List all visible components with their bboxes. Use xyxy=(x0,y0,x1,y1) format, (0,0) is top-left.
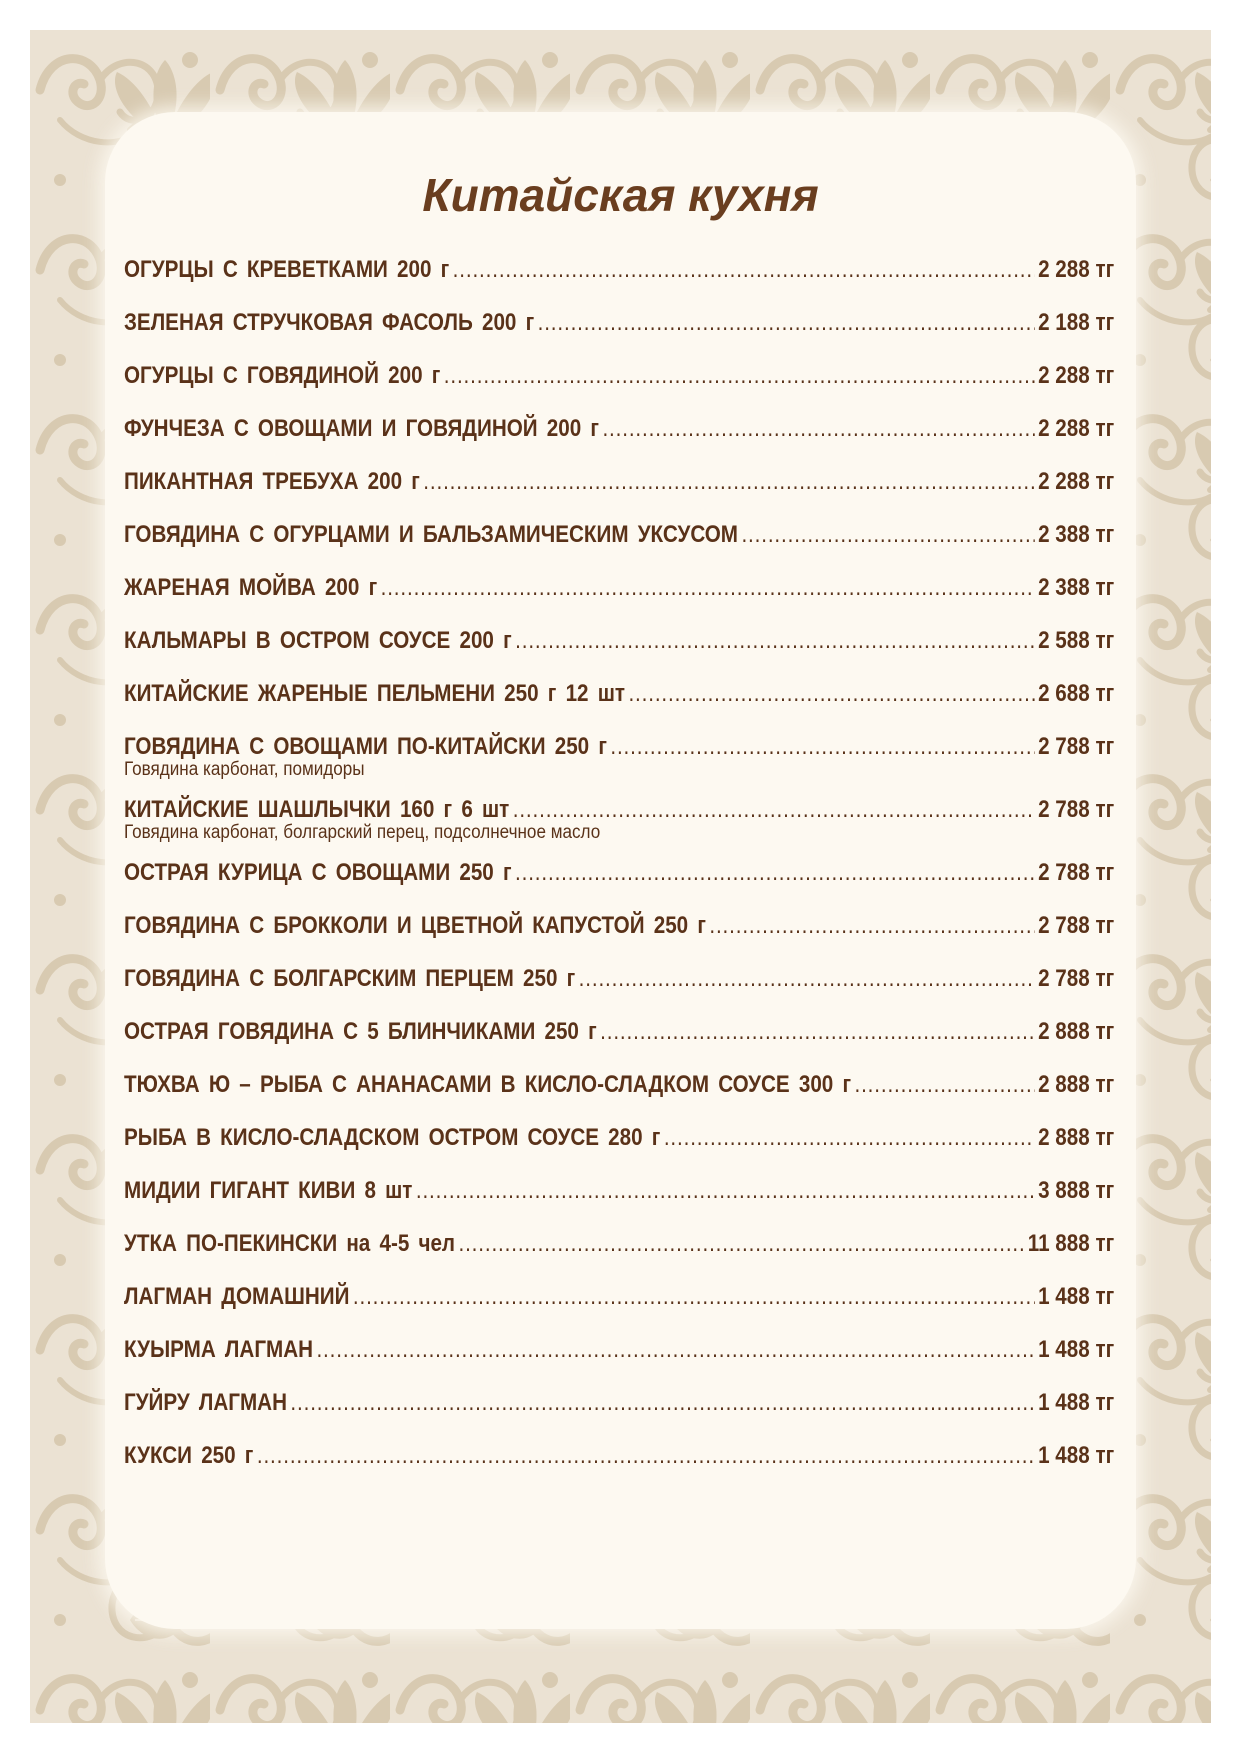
dish-name: КАЛЬМАРЫ В ОСТРОМ СОУСЕ 200 г xyxy=(124,627,512,654)
menu-item xyxy=(124,1016,1114,1047)
dish-price: 2 388 тг xyxy=(1038,574,1115,601)
dish-price: 3 888 тг xyxy=(1038,1177,1115,1204)
menu-item-row xyxy=(124,731,1114,762)
menu-item-row xyxy=(124,1122,1114,1153)
menu-item xyxy=(124,466,1114,497)
menu-item xyxy=(124,1440,1114,1471)
dot-leader xyxy=(290,1387,1034,1418)
menu-item xyxy=(124,1069,1114,1100)
menu-item-row xyxy=(124,1440,1114,1471)
menu-item xyxy=(124,794,1114,843)
dot-leader xyxy=(353,1281,1035,1312)
dish-description: Говядина карбонат, болгарский перец, подсолнечное масло xyxy=(124,822,601,843)
menu-item xyxy=(124,519,1114,550)
dish-name: ФУНЧЕЗА С ОВОЩАМИ И ГОВЯДИНОЙ 200 г xyxy=(124,415,600,442)
menu-list xyxy=(124,254,1114,1493)
dot-leader xyxy=(444,360,1035,391)
menu-item-row xyxy=(124,794,1114,825)
dish-price: 2 788 тг xyxy=(1038,965,1115,992)
dot-leader xyxy=(515,625,1035,656)
menu-item xyxy=(124,963,1114,994)
menu-item-row xyxy=(124,519,1114,550)
dot-leader xyxy=(453,254,1035,285)
menu-item-row xyxy=(124,1387,1114,1418)
dish-price: 2 288 тг xyxy=(1038,362,1115,389)
dish-name: ЗЕЛЕНАЯ СТРУЧКОВАЯ ФАСОЛЬ 200 г xyxy=(124,309,535,336)
dot-leader xyxy=(416,1175,1035,1206)
dish-name: ПИКАНТНАЯ ТРЕБУХА 200 г xyxy=(124,468,420,495)
dish-price: 2 788 тг xyxy=(1038,733,1115,760)
dish-price: 2 688 тг xyxy=(1038,680,1115,707)
menu-item xyxy=(124,1175,1114,1206)
dot-leader xyxy=(709,910,1034,941)
dish-price: 2 788 тг xyxy=(1038,859,1115,886)
menu-item-row xyxy=(124,1228,1114,1259)
dish-price: 2 188 тг xyxy=(1038,309,1115,336)
dish-price: 11 888 тг xyxy=(1027,1230,1115,1257)
dot-leader xyxy=(610,731,1034,762)
dot-leader xyxy=(664,1122,1035,1153)
dish-price: 2 888 тг xyxy=(1038,1124,1115,1151)
dot-leader xyxy=(257,1440,1035,1471)
menu-item xyxy=(124,910,1114,941)
menu-item xyxy=(124,254,1114,285)
dot-leader xyxy=(538,307,1035,338)
dish-name: МИДИИ ГИГАНТ КИВИ 8 шт xyxy=(124,1177,413,1204)
dish-name: ОСТРАЯ ГОВЯДИНА С 5 БЛИНЧИКАМИ 250 г xyxy=(124,1018,597,1045)
dot-leader xyxy=(513,794,1035,825)
dot-leader xyxy=(458,1228,1024,1259)
dot-leader xyxy=(628,678,1034,709)
menu-item xyxy=(124,625,1114,656)
dish-name: ОГУРЦЫ С ГОВЯДИНОЙ 200 г xyxy=(124,362,441,389)
dot-leader xyxy=(854,1069,1034,1100)
dish-name: ТЮХВА Ю – РЫБА С АНАНАСАМИ В КИСЛО-СЛАДКОМ СОУСЕ 300 г xyxy=(124,1071,852,1098)
dish-name: ГОВЯДИНА С ОГУРЦАМИ И БАЛЬЗАМИЧЕСКИМ УКСУСОМ xyxy=(124,521,738,548)
dish-price: 2 288 тг xyxy=(1038,256,1115,283)
dish-price: 2 588 тг xyxy=(1038,627,1115,654)
dish-name: ЖАРЕНАЯ МОЙВА 200 г xyxy=(124,574,378,601)
dish-price: 2 888 тг xyxy=(1038,1071,1115,1098)
menu-item-row xyxy=(124,1334,1114,1365)
menu-item xyxy=(124,360,1114,391)
dish-price: 1 488 тг xyxy=(1038,1442,1115,1469)
dish-name: КУКСИ 250 г xyxy=(124,1442,254,1469)
dot-leader xyxy=(515,857,1035,888)
dish-price: 2 388 тг xyxy=(1038,521,1115,548)
menu-item-row xyxy=(124,1281,1114,1312)
dish-price: 2 288 тг xyxy=(1038,468,1115,495)
menu-item xyxy=(124,1228,1114,1259)
menu-item xyxy=(124,678,1114,709)
menu-item-row xyxy=(124,910,1114,941)
page-title: Китайская кухня xyxy=(422,169,819,221)
menu-item-row xyxy=(124,963,1114,994)
dish-price: 1 488 тг xyxy=(1038,1283,1115,1310)
dish-name: КИТАЙСКИЕ ШАШЛЫЧКИ 160 г 6 шт xyxy=(124,796,510,823)
menu-item xyxy=(124,1334,1114,1365)
dish-name: РЫБА В КИСЛО-СЛАДСКОМ ОСТРОМ СОУСЕ 280 г xyxy=(124,1124,661,1151)
menu-item-row xyxy=(124,857,1114,888)
dish-name: ОГУРЦЫ С КРЕВЕТКАМИ 200 г xyxy=(124,256,450,283)
menu-item-row xyxy=(124,1175,1114,1206)
dot-leader xyxy=(741,519,1034,550)
menu-item xyxy=(124,731,1114,780)
menu-item xyxy=(124,307,1114,338)
dish-price: 1 488 тг xyxy=(1038,1336,1115,1363)
dish-name: УТКА ПО-ПЕКИНСКИ на 4-5 чел xyxy=(124,1230,456,1257)
dish-price: 2 888 тг xyxy=(1038,1018,1115,1045)
dish-name: ЛАГМАН ДОМАШНИЙ xyxy=(124,1283,350,1310)
dish-name: ГУЙРУ ЛАГМАН xyxy=(124,1389,287,1416)
dish-name: ОСТРАЯ КУРИЦА С ОВОЩАМИ 250 г xyxy=(124,859,512,886)
dish-price: 2 288 тг xyxy=(1038,415,1115,442)
dish-name: ГОВЯДИНА С БОЛГАРСКИМ ПЕРЦЕМ 250 г xyxy=(124,965,576,992)
menu-item-row xyxy=(124,572,1114,603)
menu-item-row xyxy=(124,413,1114,444)
menu-item-row xyxy=(124,1016,1114,1047)
menu-item xyxy=(124,1122,1114,1153)
menu-item-row xyxy=(124,678,1114,709)
menu-item-row xyxy=(124,307,1114,338)
dish-name: ГОВЯДИНА С ОВОЩАМИ ПО-КИТАЙСКИ 250 г xyxy=(124,733,607,760)
menu-item xyxy=(124,413,1114,444)
menu-item-row xyxy=(124,625,1114,656)
dot-leader xyxy=(600,1016,1035,1047)
menu-item xyxy=(124,572,1114,603)
menu-item-row xyxy=(124,466,1114,497)
menu-item-row xyxy=(124,254,1114,285)
dot-leader xyxy=(423,466,1034,497)
menu-item xyxy=(124,1387,1114,1418)
dish-price: 2 788 тг xyxy=(1038,912,1115,939)
dot-leader xyxy=(381,572,1035,603)
dot-leader xyxy=(316,1334,1034,1365)
dish-name: КУЫРМА ЛАГМАН xyxy=(124,1336,314,1363)
dish-name: КИТАЙСКИЕ ЖАРЕНЫЕ ПЕЛЬМЕНИ 250 г 12 шт xyxy=(124,680,626,707)
menu-item xyxy=(124,1281,1114,1312)
dot-leader xyxy=(602,413,1034,444)
menu-item-row xyxy=(124,1069,1114,1100)
menu-item-row xyxy=(124,360,1114,391)
dish-price: 1 488 тг xyxy=(1038,1389,1115,1416)
dish-description: Говядина карбонат, помидоры xyxy=(124,759,365,780)
dot-leader xyxy=(579,963,1035,994)
dish-price: 2 788 тг xyxy=(1038,796,1115,823)
menu-item xyxy=(124,857,1114,888)
dish-name: ГОВЯДИНА С БРОККОЛИ И ЦВЕТНОЙ КАПУСТОЙ 250 г xyxy=(124,912,706,939)
